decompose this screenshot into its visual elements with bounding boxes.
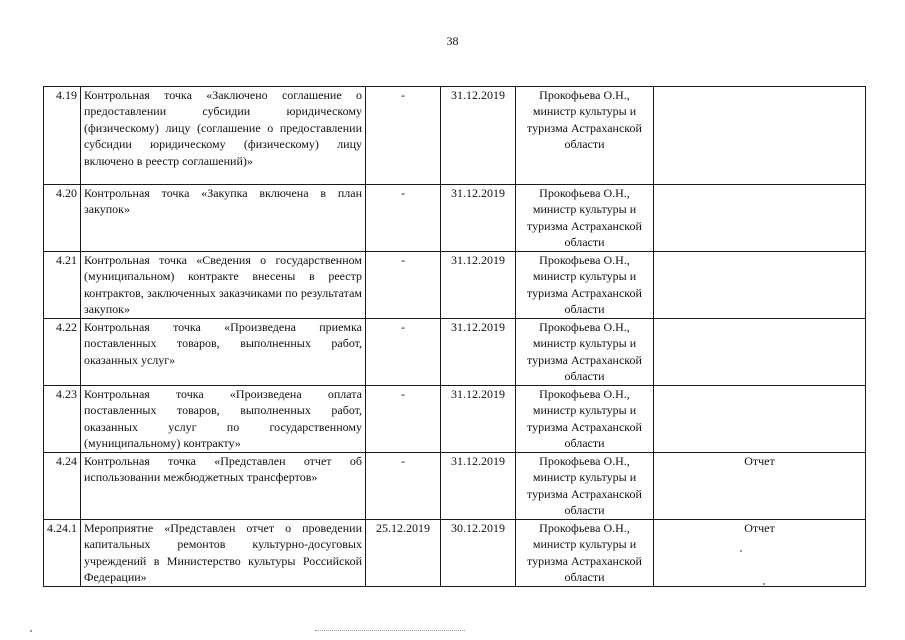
- description-cell: Контрольная точка «Заключено соглашение о предоставлении субсидии юридическому (физическому) лицу (соглашение о предоставлении субсидии юридическому (физическому) лицу включено в реестр соглашений)»: [81, 87, 366, 185]
- responsible-cell: Прокофьева О.Н., министр культуры и туризма Астраханской области: [516, 386, 654, 453]
- end-date-cell: 31.12.2019: [441, 319, 516, 386]
- start-date-cell: -: [366, 453, 441, 520]
- scan-speck: [763, 583, 765, 585]
- scan-speck: [740, 550, 742, 552]
- start-date-cell: -: [366, 386, 441, 453]
- table-row: [44, 252, 866, 319]
- description-cell: Контрольная точка «Закупка включена в план закупок»: [81, 185, 366, 252]
- table-row: [44, 185, 866, 252]
- start-date-cell: -: [366, 319, 441, 386]
- table-row: [44, 386, 866, 453]
- end-date-cell: 31.12.2019: [441, 87, 516, 185]
- responsible-cell: Прокофьева О.Н., министр культуры и туризма Астраханской области: [516, 87, 654, 185]
- result-cell: [654, 185, 866, 252]
- responsible-cell: Прокофьева О.Н., министр культуры и туризма Астраханской области: [516, 185, 654, 252]
- plan-table: [43, 86, 866, 587]
- end-date-cell: 31.12.2019: [441, 453, 516, 520]
- start-date-cell: -: [366, 87, 441, 185]
- table-row: [44, 87, 866, 185]
- row-number-cell: 4.24.1: [44, 520, 81, 587]
- start-date-cell: 25.12.2019: [366, 520, 441, 587]
- result-cell: [654, 252, 866, 319]
- start-date-cell: -: [366, 252, 441, 319]
- description-cell: Контрольная точка «Представлен отчет об использовании межбюджетных трансфертов»: [81, 453, 366, 520]
- responsible-cell: Прокофьева О.Н., министр культуры и туризма Астраханской области: [516, 319, 654, 386]
- result-cell: [654, 386, 866, 453]
- table-row: [44, 453, 866, 520]
- row-number-cell: 4.22: [44, 319, 81, 386]
- scan-noise-line: [315, 630, 465, 632]
- scan-speck: [30, 630, 32, 632]
- table-row: [44, 520, 866, 587]
- table-row: [44, 319, 866, 386]
- row-number-cell: 4.21: [44, 252, 81, 319]
- result-cell: Отчет: [654, 453, 866, 520]
- result-cell: Отчет: [654, 520, 866, 587]
- end-date-cell: 30.12.2019: [441, 520, 516, 587]
- result-cell: [654, 87, 866, 185]
- description-cell: Мероприятие «Представлен отчет о проведении капитальных ремонтов культурно-досуговых учреждений в Министерство культуры Российской Федерации»: [81, 520, 366, 587]
- responsible-cell: Прокофьева О.Н., министр культуры и туризма Астраханской области: [516, 453, 654, 520]
- end-date-cell: 31.12.2019: [441, 386, 516, 453]
- end-date-cell: 31.12.2019: [441, 252, 516, 319]
- responsible-cell: Прокофьева О.Н., министр культуры и туризма Астраханской области: [516, 252, 654, 319]
- row-number-cell: 4.20: [44, 185, 81, 252]
- row-number-cell: 4.24: [44, 453, 81, 520]
- result-cell: [654, 319, 866, 386]
- description-cell: Контрольная точка «Произведена оплата поставленных товаров, выполненных работ, оказанных услуг по государственному (муниципальному) контракту»: [81, 386, 366, 453]
- end-date-cell: 31.12.2019: [441, 185, 516, 252]
- start-date-cell: -: [366, 185, 441, 252]
- row-number-cell: 4.19: [44, 87, 81, 185]
- description-cell: Контрольная точка «Произведена приемка поставленных товаров, выполненных работ, оказанных услуг»: [81, 319, 366, 386]
- description-cell: Контрольная точка «Сведения о государственном (муниципальном) контракте внесены в реестр контрактов, заключенных заказчиками по результатам закупок»: [81, 252, 366, 319]
- page-number: 38: [446, 34, 459, 48]
- responsible-cell: Прокофьева О.Н., министр культуры и туризма Астраханской области: [516, 520, 654, 587]
- row-number-cell: 4.23: [44, 386, 81, 453]
